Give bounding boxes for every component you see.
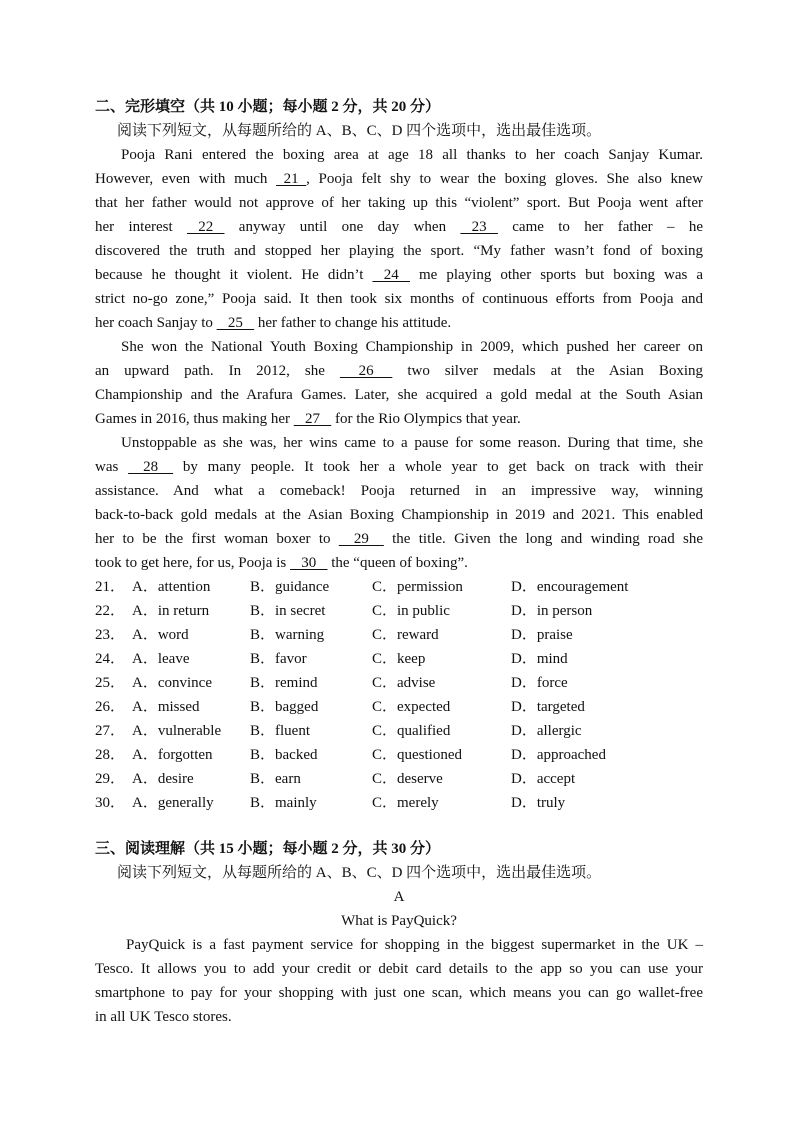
option-c[interactable]: C．questioned (372, 747, 462, 763)
passage-text: the title. Given the long and winding road she (383, 531, 703, 547)
option-d[interactable]: D．encouragement (511, 579, 629, 595)
passage-text: her to be the first woman boxer to (95, 531, 339, 547)
passage-line (95, 239, 703, 263)
passage-text: that her father would not approve of her taking up this “violent” sport. But Pooja went after (95, 195, 703, 211)
option-c[interactable]: C．advise (372, 675, 436, 691)
option-b[interactable]: B．backed (250, 747, 318, 763)
question-number: 23． (95, 627, 126, 643)
passage-text: her interest (95, 219, 187, 235)
question-row (95, 695, 703, 719)
option-b[interactable]: B．in secret (250, 603, 326, 619)
question-row (95, 623, 703, 647)
option-c[interactable]: C．expected (372, 699, 451, 715)
passage-line (95, 407, 703, 431)
option-c[interactable]: C．in public (372, 603, 450, 619)
section3-heading: 三、阅读理解（共 15 小题；每小题 2 分，共 30 分） (95, 841, 441, 857)
option-a[interactable]: A．generally (132, 795, 214, 811)
question-number: 24． (95, 651, 126, 667)
passage-text: was (95, 459, 129, 475)
passage-text: back-to-back gold medals at the Asian Boxing Championship in 2019 and 2021. This enabled (95, 507, 703, 523)
option-b[interactable]: B．bagged (250, 699, 319, 715)
passage-text: She won the National Youth Boxing Championship in 2009, which pushed her career on (121, 339, 703, 355)
option-d[interactable]: D．approached (511, 747, 606, 763)
option-a[interactable]: A．leave (132, 651, 190, 667)
cloze-blank: 25 (216, 315, 255, 331)
option-b[interactable]: B．earn (250, 771, 301, 787)
passage-text: came to her father – he (497, 219, 703, 235)
passage-text: an upward path. In 2012, she (95, 363, 340, 379)
passage-line (95, 215, 703, 239)
reading-line: smartphone to pay for your shopping with just one scan, which means you can go wallet-free (95, 985, 703, 1001)
passage-text: me playing other sports but boxing was a (409, 267, 703, 283)
passage-text: discovered the truth and stopped her playing the sport. “My father wasn’t fond of boxing (95, 243, 703, 259)
cloze-blank: 26 (339, 363, 393, 379)
passage-line (95, 479, 703, 503)
passage-line (121, 335, 703, 359)
option-b[interactable]: B．favor (250, 651, 307, 667)
question-row (95, 575, 703, 599)
option-b[interactable]: B．fluent (250, 723, 310, 739)
option-b[interactable]: B．mainly (250, 795, 317, 811)
passage-text: because he thought it violent. He didn’t (95, 267, 373, 283)
passage-line (95, 167, 703, 191)
question-row (95, 767, 703, 791)
passage-part-label: A (393, 889, 405, 905)
question-number: 25． (95, 675, 126, 691)
option-c[interactable]: C．qualified (372, 723, 451, 739)
cloze-blank: 23 (460, 219, 498, 235)
passage-line (95, 551, 703, 575)
option-a[interactable]: A．convince (132, 675, 212, 691)
option-d[interactable]: D．targeted (511, 699, 585, 715)
passage-line (95, 287, 703, 311)
option-c[interactable]: C．deserve (372, 771, 443, 787)
question-number: 22． (95, 603, 126, 619)
question-row (95, 791, 703, 815)
passage-line (121, 431, 703, 455)
passage-text: , Pooja felt shy to wear the boxing gloves. She also knew (306, 171, 703, 187)
passage-text: took to get here, for us, Pooja is (95, 555, 290, 571)
cloze-blank: 29 (338, 531, 384, 547)
question-row (95, 599, 703, 623)
passage-line (95, 359, 703, 383)
option-a[interactable]: A．word (132, 627, 189, 643)
passage-text: Pooja Rani entered the boxing area at age 18 all thanks to her coach Sanjay Kumar. (121, 147, 703, 163)
option-c[interactable]: C．keep (372, 651, 426, 667)
option-d[interactable]: D．truly (511, 795, 566, 811)
option-b[interactable]: B．warning (250, 627, 325, 643)
option-c[interactable]: C．merely (372, 795, 439, 811)
question-number: 28． (95, 747, 126, 763)
option-a[interactable]: A．attention (132, 579, 211, 595)
option-a[interactable]: A．in return (132, 603, 210, 619)
cloze-blank: 21 (276, 171, 307, 187)
option-d[interactable]: D．praise (511, 627, 573, 643)
option-a[interactable]: A．missed (132, 699, 200, 715)
section2-instruction: 阅读下列短文，从每题所给的 A、B、C、D 四个选项中，选出最佳选项。 (117, 123, 602, 139)
cloze-blank: 27 (293, 411, 332, 427)
question-number: 30． (95, 795, 126, 811)
question-row (95, 743, 703, 767)
reading-line: PayQuick is a fast payment service for shopping in the biggest supermarket in the UK – (126, 937, 703, 953)
question-row (95, 671, 703, 695)
passage-title: What is PayQuick? (341, 913, 457, 929)
cloze-blank: 24 (372, 267, 410, 283)
reading-line: Tesco. It allows you to add your credit or debit card details to the app so you can use your (95, 961, 703, 977)
option-d[interactable]: D．force (511, 675, 568, 691)
option-d[interactable]: D．mind (511, 651, 568, 667)
option-d[interactable]: D．allergic (511, 723, 582, 739)
passage-text: two silver medals at the Asian Boxing (392, 363, 703, 379)
option-a[interactable]: A．vulnerable (132, 723, 222, 739)
question-number: 21． (95, 579, 126, 595)
passage-text: for the Rio Olympics that year. (331, 411, 521, 427)
passage-text: Championship and the Arafura Games. Later, she acquired a gold medal at the South Asian (95, 387, 703, 403)
passage-line (95, 455, 703, 479)
option-b[interactable]: B．guidance (250, 579, 330, 595)
option-d[interactable]: D．in person (511, 603, 593, 619)
passage-line (95, 383, 703, 407)
passage-text: assistance. And what a comeback! Pooja returned in an impressive way, winning (95, 483, 703, 499)
option-c[interactable]: C．reward (372, 627, 439, 643)
passage-text: the “queen of boxing”. (327, 555, 468, 571)
reading-line: in all UK Tesco stores. (95, 1009, 232, 1025)
passage-text: strict no-go zone,” Pooja said. It then took six months of continuous efforts from Pooja and (95, 291, 703, 307)
question-row (95, 719, 703, 743)
section2-heading: 二、完形填空（共 10 小题；每小题 2 分，共 20 分） (95, 99, 441, 115)
question-number: 29． (95, 771, 126, 787)
option-a[interactable]: A．desire (132, 771, 194, 787)
question-number: 26． (95, 699, 126, 715)
option-d[interactable]: D．accept (511, 771, 576, 787)
passage-text: her father to change his attitude. (254, 315, 452, 331)
cloze-blank: 30 (289, 555, 328, 571)
passage-line (95, 311, 703, 335)
option-a[interactable]: A．forgotten (132, 747, 213, 763)
question-row (95, 647, 703, 671)
option-b[interactable]: B．remind (250, 675, 318, 691)
passage-text: her coach Sanjay to (95, 315, 217, 331)
passage-line (95, 503, 703, 527)
section3-instruction: 阅读下列短文，从每题所给的 A、B、C、D 四个选项中，选出最佳选项。 (117, 865, 602, 881)
question-number: 27． (95, 723, 126, 739)
passage-line (95, 263, 703, 287)
passage-line (95, 191, 703, 215)
passage-line (121, 143, 703, 167)
cloze-blank: 28 (128, 459, 174, 475)
passage-text: by many people. It took her a whole year to get back on track with their (173, 459, 704, 475)
passage-line (95, 527, 703, 551)
cloze-blank: 22 (186, 219, 225, 235)
passage-text: anyway until one day when (224, 219, 461, 235)
passage-text: Unstoppable as she was, her wins came to a pause for some reason. During that time, she (121, 435, 703, 451)
option-c[interactable]: C．permission (372, 579, 463, 595)
passage-text: Games in 2016, thus making her (95, 411, 294, 427)
passage-text: However, even with much (95, 171, 277, 187)
